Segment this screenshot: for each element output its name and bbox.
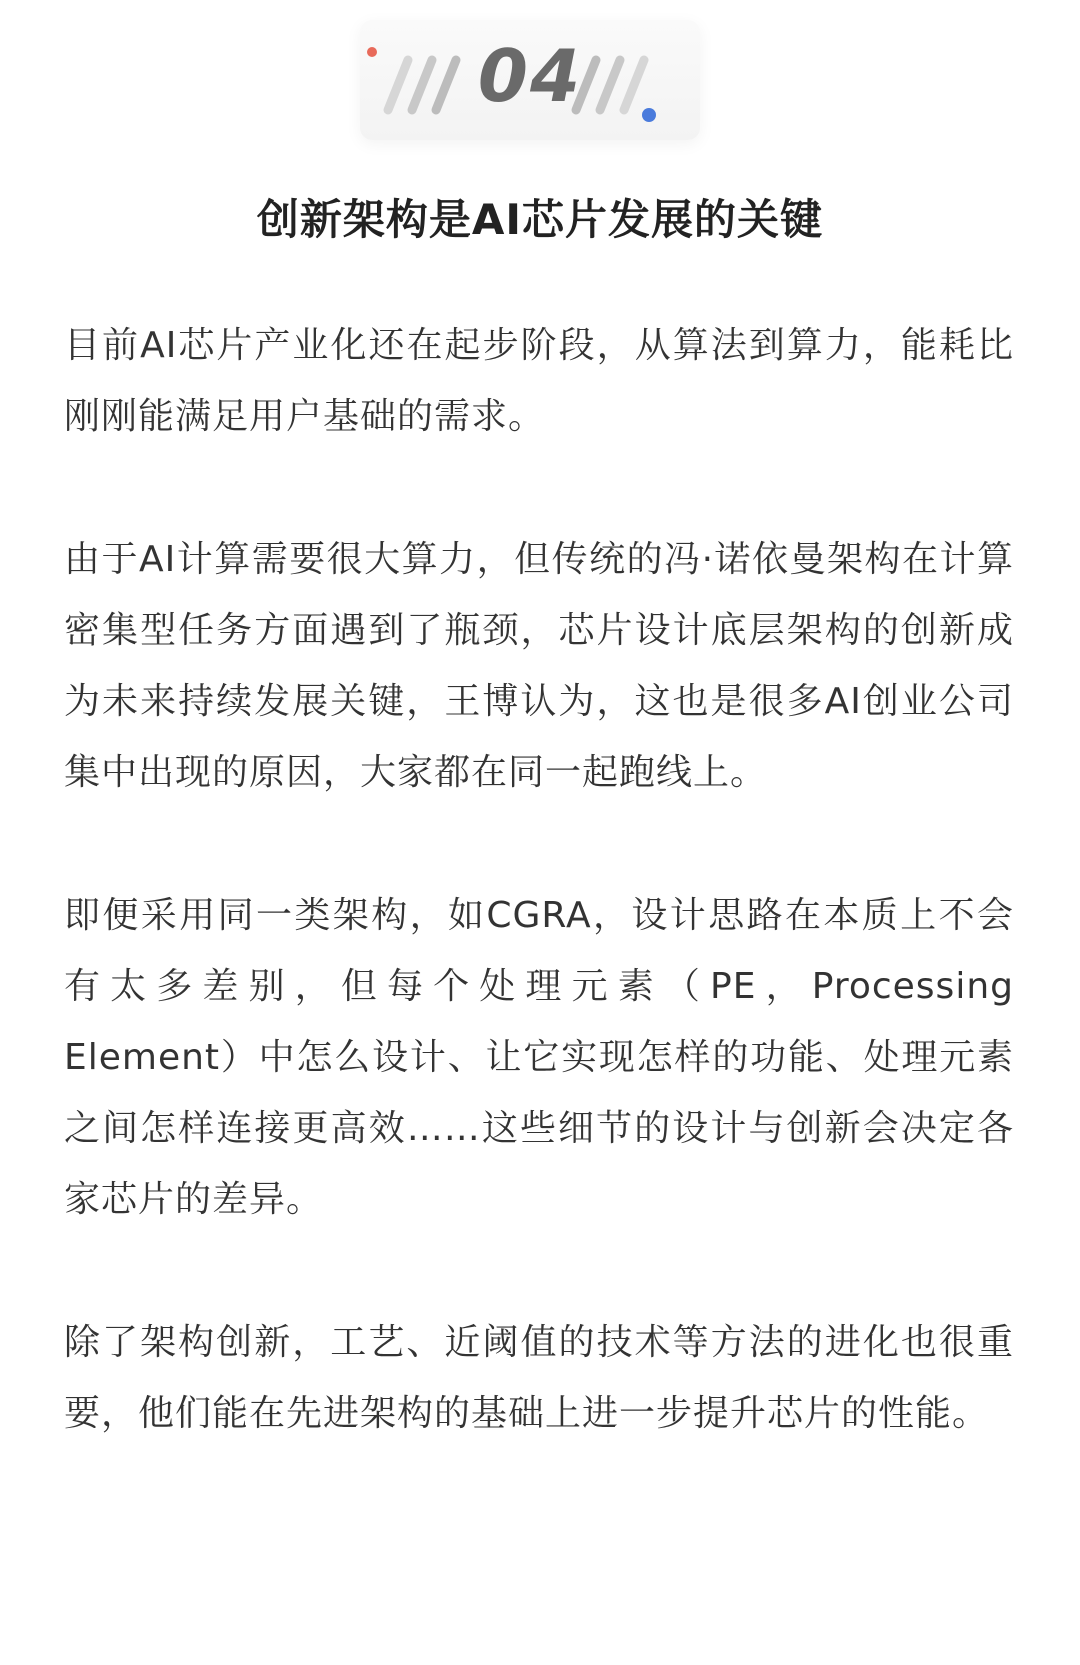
section-heading: 创新架构是AI芯片发展的关键: [256, 195, 824, 244]
paragraph: 除了架构创新，工艺、近阈值的技术等方法的进化也很重要，他们能在先进架构的基础上进一步提升芯片的性能。: [64, 1322, 1014, 1434]
paragraph: 目前AI芯片产业化还在起步阶段，从算法到算力，能耗比刚刚能满足用户基础的需求。: [64, 325, 1014, 437]
paragraph: 即便采用同一类架构，如CGRA，设计思路在本质上不会有太多差别，但每个处理元素（PE，Processing Element）中怎么设计、让它实现怎样的功能、处理元素之间怎样连接更高效……这些细节的设计与创新会决定各家芯片的差异。: [64, 895, 1014, 1220]
paragraph: 由于AI计算需要很大算力，但传统的冯·诺依曼架构在计算密集型任务方面遇到了瓶颈，芯片设计底层架构的创新成为未来持续发展关键，王博认为，这也是很多AI创业公司集中出现的原因，大家都在同一起跑线上。: [64, 539, 1014, 793]
section-number-badge: [360, 20, 700, 140]
section-number: 04: [477, 34, 583, 118]
article-body: [64, 310, 1014, 1521]
